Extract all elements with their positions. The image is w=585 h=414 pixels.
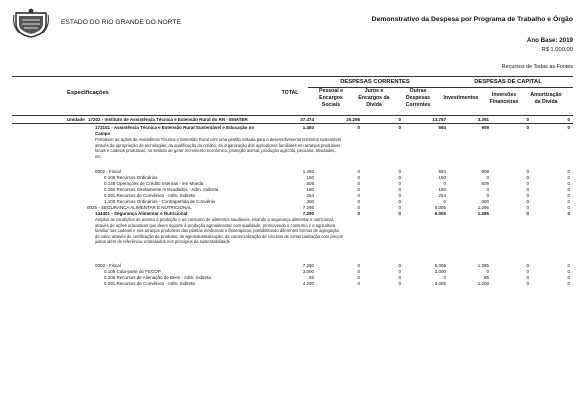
row-value: 0	[567, 281, 570, 286]
row-value: 0	[398, 193, 401, 198]
unit-row	[0, 116, 585, 123]
row-value: 584	[438, 169, 446, 174]
row-value: 7.295	[302, 205, 314, 210]
column-header-line: Inversões	[491, 92, 517, 98]
row-value: 0	[486, 269, 489, 274]
row-value: 1.285	[477, 211, 489, 216]
row-label: 0025 - SEGURANÇA ALIMENTAR E NUTRICIONAL	[87, 205, 192, 210]
row-value: 6.005	[434, 211, 446, 216]
unit-name: 17202 - Instituto de Assistência Técnica e Extensão Rural do RN - EMATER	[88, 117, 248, 122]
table-top-rule	[12, 76, 573, 77]
table-row	[0, 280, 585, 287]
state-coat-of-arms-icon	[13, 7, 49, 39]
row-label: 0.206 Recursos de Alienação de Bens - Adm. Indireta	[104, 275, 211, 280]
row-label: 0.100 Recursos Ordinários	[104, 175, 158, 180]
row-value: 0	[398, 263, 401, 268]
row-value: 584	[438, 125, 446, 130]
row-value: 609	[481, 181, 489, 186]
row-label: 1.100 Recursos Ordinários - Contrapartida de Convênio	[104, 199, 216, 204]
column-header-line: Outras	[409, 88, 427, 94]
ano-base: Ano Base: 2019	[526, 37, 573, 44]
row-value: 0	[567, 263, 570, 268]
row-value: 0	[443, 199, 446, 204]
especificacoes-header: Especificações	[67, 90, 109, 96]
row-value: 0	[398, 117, 401, 122]
row-value: 0	[357, 175, 360, 180]
column-header-line: Sociais	[321, 102, 341, 109]
row-value: 0	[357, 193, 360, 198]
row-value: 0	[526, 181, 529, 186]
column-header-line: da Dívida	[534, 99, 558, 106]
row-value: 0	[357, 211, 360, 216]
row-value: 0	[398, 211, 401, 216]
col-juros-header	[352, 88, 396, 110]
program-description: Fortalecer as ações de Assistência Técnica e Extensão Rural com uma gestão voltada para o desenvolvimento territorial sustentável através da apropriação de tecnologias, da qualificação do crédito, da organização dos agricultores familiares em arranjos produtivos locais e cadeias produtivas, no sentido de gerar incremento econômico, proteção animal, produção agrícola, pecuária, atividades, etc.	[95, 137, 341, 159]
row-value: 0	[526, 269, 529, 274]
row-value: 1.295	[477, 205, 489, 210]
column-header-line: Encargos	[319, 95, 343, 102]
row-label: 0.105 Cota-parte do FECOP	[104, 269, 161, 274]
column-header-line: Dívida	[366, 102, 382, 109]
row-value: 0	[567, 169, 570, 174]
group-capital-header: DESPESAS DE CAPITAL	[474, 79, 542, 85]
col-amortizacao-header	[524, 92, 568, 106]
row-value: 0	[357, 281, 360, 286]
row-value: 0	[357, 269, 360, 274]
row-value: 0	[398, 169, 401, 174]
row-value: 1.493	[302, 125, 314, 130]
currency-unit: R$ 1.000,00	[541, 47, 573, 53]
row-value: 0	[526, 175, 529, 180]
row-label: Campo	[95, 131, 111, 136]
row-value: 0	[398, 175, 401, 180]
column-header-line: Amortização	[530, 92, 562, 98]
row-value: 1.285	[477, 263, 489, 268]
row-value: 0	[526, 281, 529, 286]
row-value: 0	[567, 275, 570, 280]
row-value: 0	[357, 275, 360, 280]
row-value: 0	[398, 199, 401, 204]
col-outras-header	[396, 88, 440, 110]
row-value: 0	[526, 117, 529, 122]
row-value: 0	[357, 205, 360, 210]
row-value: 909	[481, 125, 489, 130]
row-value: 7.290	[302, 263, 314, 268]
column-header-line: Encargos da	[358, 95, 390, 102]
row-label: 0.250 Recursos Diretamente Arrecadados - Adm. Indireta	[104, 187, 219, 192]
row-value: 0	[443, 181, 446, 186]
row-value: 909	[481, 169, 489, 174]
row-value: 0	[398, 181, 401, 186]
row-value: 6.005	[434, 205, 446, 210]
column-header-line: Despesas	[405, 95, 431, 102]
row-label: 144401 - Segurança Alimentar e Nutricional	[95, 211, 188, 216]
row-value: 0	[567, 205, 570, 210]
row-value: 0	[357, 187, 360, 192]
row-value: 0	[398, 275, 401, 280]
report-title: Demonstrativo da Despesa por Programa de Trabalho e Órgão	[371, 16, 573, 23]
row-value: 0	[567, 211, 570, 216]
row-value: 0	[526, 193, 529, 198]
row-value: 300	[306, 199, 314, 204]
row-value: 180	[306, 187, 314, 192]
column-header-line: Financeiras	[489, 99, 519, 106]
table-row	[0, 210, 585, 217]
row-value: 0	[486, 187, 489, 192]
column-header-line: Correntes	[405, 102, 431, 109]
row-value: 0	[398, 205, 401, 210]
row-value: 0	[398, 281, 401, 286]
row-value: 0	[567, 199, 570, 204]
row-value: 254	[438, 193, 446, 198]
row-value: 0	[526, 263, 529, 268]
row-value: 3.000	[302, 269, 314, 274]
state-name: ESTADO DO RIO GRANDE DO NORTE	[61, 19, 181, 26]
row-value: 0	[526, 169, 529, 174]
column-header-line: Juros e	[364, 88, 384, 94]
group-correntes-header: DESPESAS CORRENTES	[340, 79, 410, 85]
row-value: 150	[438, 175, 446, 180]
row-value: 0	[398, 125, 401, 130]
row-value: 0	[443, 275, 446, 280]
row-value: 0	[567, 125, 570, 130]
row-value: 300	[481, 199, 489, 204]
row-value: 0	[526, 125, 529, 130]
row-value: 85	[483, 275, 489, 280]
row-value: 3.391	[477, 117, 489, 122]
row-label: 0002 - Fiscal	[95, 263, 121, 268]
row-value: 180	[438, 187, 446, 192]
row-value: 0	[398, 269, 401, 274]
row-value: 0	[357, 169, 360, 174]
row-value: 3.000	[434, 269, 446, 274]
row-label: 0.281 Recursos de Convênios - Adm. Indireta	[104, 193, 195, 198]
row-value: 85	[308, 275, 314, 280]
row-value: 0	[526, 275, 529, 280]
row-value: 0	[567, 187, 570, 192]
row-value: 0	[526, 199, 529, 204]
row-value: 6.005	[434, 263, 446, 268]
row-value: 37.474	[300, 117, 314, 122]
row-value: 13.787	[432, 117, 446, 122]
row-value: 0	[567, 193, 570, 198]
col-investimentos-header	[438, 95, 484, 102]
row-value: 0	[486, 175, 489, 180]
table-row	[0, 130, 585, 137]
column-header-line: Investimentos	[443, 95, 479, 101]
row-value: 0	[357, 199, 360, 204]
col-inversoes-header	[484, 92, 524, 106]
row-value: 0	[567, 117, 570, 122]
row-value: 0	[567, 269, 570, 274]
row-value: 0	[526, 187, 529, 192]
row-value: 0	[526, 211, 529, 216]
column-header-line: Pessoal e	[319, 88, 343, 94]
row-value: 4.200	[302, 281, 314, 286]
row-value: 3.005	[434, 281, 446, 286]
row-value: 0	[398, 187, 401, 192]
row-value: 0	[526, 205, 529, 210]
row-value: 20.296	[346, 117, 360, 122]
row-value: 0	[567, 181, 570, 186]
row-value: 609	[306, 181, 314, 186]
row-value: 7.290	[302, 211, 314, 216]
row-value: 0	[486, 193, 489, 198]
col-pessoal-header	[310, 88, 352, 110]
unit-label: Unidade	[67, 117, 85, 122]
total-header: TOTAL	[281, 90, 299, 96]
row-value: 0	[357, 181, 360, 186]
row-label: 0002 - Fiscal	[95, 169, 121, 174]
row-value: 0	[357, 125, 360, 130]
row-value: 1.493	[302, 169, 314, 174]
row-label: 173101 - Assistência Técnica e Extensão Rural Sustentável e Educação no	[95, 125, 255, 130]
row-value: 0	[357, 263, 360, 268]
row-label: 0.281 Recursos de Convênios - Adm. Indireta	[104, 281, 195, 286]
row-label: 0.148 Operações de Crédito Internas - em Moeda	[104, 181, 204, 186]
row-value: 254	[306, 193, 314, 198]
program-description: Ampliar as condições de acesso à produção e ao consumo de alimentos saudáveis, visando a segurança alimentar e nutricional, através de ações educativas que deem suporte à produção agroalimentar com qualidade, promovendo o consumo e a agricultura familiar nas cadeias e nos arranjos produtivos das plantas medicinais e fitoterápicas, possibilitando diferentes formas de agregação de valor, através de certificação de produtos, de agroindustrialização, da comercialização de circuitos de comercialização com preços justos além de referência, embasados nos princípios da sustentabilidade	[95, 217, 343, 245]
row-value: 0	[567, 175, 570, 180]
recursos-label: Recursos de Todas as Fontes	[501, 64, 573, 70]
row-value: 150	[306, 175, 314, 180]
row-value: 1.200	[477, 281, 489, 286]
